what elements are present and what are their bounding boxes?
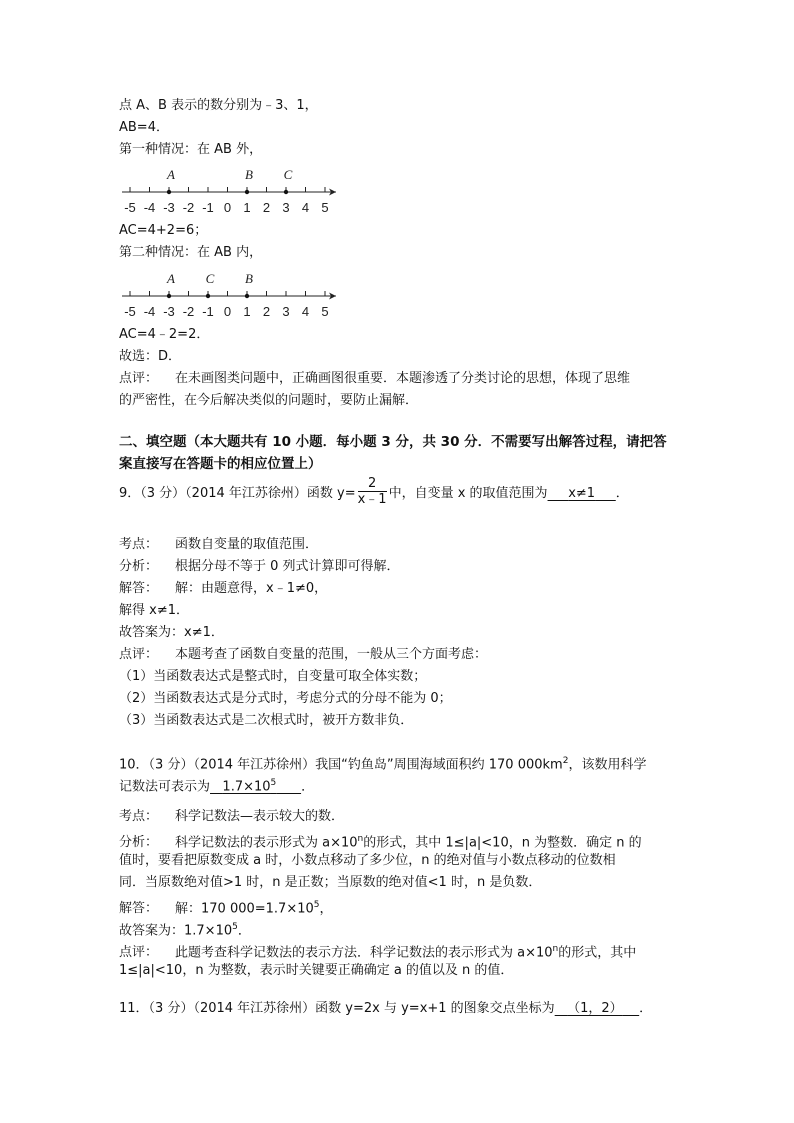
text-line: 值时，要看把原数变成 a 时，小数点移动了多少位，n 的绝对值与小数点移动的位数相 [119,853,616,868]
tick-label: 5 [321,200,329,215]
jieda-label: 解答： [119,901,159,917]
list-item: （1）当函数表达式是整式时，自变量可取全体实数； [119,669,427,684]
text-line: AC=4+2=6； [119,223,208,238]
tick-label: 5 [321,304,329,319]
dianping-label: 点评： [119,945,159,961]
question-stem: 11．（3 分）（2014 年江苏徐州）函数 y=2x 与 y=x+1 的图象交点坐标为 [119,1001,555,1016]
fenxi-label: 分析： [119,559,159,574]
point-marker [167,190,171,194]
question-stem: ． [639,1001,653,1016]
tick-label: -3 [163,304,175,319]
superscript: 5 [232,922,238,932]
answer-blank [548,479,616,509]
text-line: 的严密性，在今后解决类似的问题时，要防止漏解． [119,393,419,408]
tick-label: 0 [223,200,232,215]
kaodian-text: 科学记数法—表示较大的数． [175,809,345,824]
list-item: （2）当函数表达式是分式时，考虑分式的分母不能为 0； [119,691,452,706]
tick-label: -4 [143,200,156,215]
text-line: 同．当原数绝对值>1 时，n 是正数；当原数的绝对值<1 时，n 是负数． [119,875,542,890]
text-line: 点 A、B 表示的数分别为﹣3、1， [119,98,318,113]
fenxi-line [119,830,642,852]
superscript: 5 [313,900,320,910]
point-label: B [245,167,253,182]
guda-text: ． [237,923,251,939]
text-line: 解得 x≠1． [119,603,189,618]
question-stem: ． [615,486,629,501]
question-stem: ，该数用科学 [568,757,647,773]
question-stem: 中，自变量 x 的取值范围为 [388,486,548,501]
point-marker [245,190,249,194]
fenxi-text: 根据分母不等于 0 列式计算即可得解． [175,559,400,574]
kaodian-line [119,808,344,826]
dianping-text: 的形式，其中 [558,945,637,961]
point-marker [206,294,210,298]
point-label: A [167,167,175,182]
point-label: A [167,271,175,286]
jieda-text: ， [319,901,333,917]
jieda-text: 解：170 000=1.7×10 [175,901,314,917]
superscript: 5 [270,778,277,788]
tick-label: 0 [223,304,232,319]
tick-label: 4 [301,200,310,215]
guda-text: 故答案为：1.7×10 [119,923,233,939]
tick-label: -5 [124,200,136,215]
tick-label: 1 [243,200,251,215]
fraction [358,476,387,507]
text-line [119,918,251,940]
superscript: n [357,834,364,844]
tick-label: -1 [202,200,214,215]
question-10 [119,752,646,774]
tick-label: -5 [124,304,136,319]
list-item: （3）当函数表达式是二次根式时，被开方数非负． [119,713,414,728]
tick-label: -3 [163,200,175,215]
jieda-label: 解答： [119,581,159,596]
text-line: 第二种情况：在 AB 内， [119,245,263,260]
tick-label: -2 [182,304,195,319]
question-stem: 9．（3 分）（2014 年江苏徐州）函数 y= [119,486,356,501]
comment-text: 在未画图类问题中，正确画图很重要．本题渗透了分类讨论的思想，体现了思维 [175,371,631,386]
question-10-cont [119,774,314,796]
kaodian-label: 考点： [119,537,159,552]
point-marker [284,190,288,194]
text-line: AC=4﹣2=2． [119,327,210,342]
tick-label: -2 [182,200,195,215]
dianping-line [119,940,636,962]
text-line: 第一种情况：在 AB 外， [119,142,263,157]
answer-blank [210,774,301,796]
tick-label: 3 [282,200,290,215]
comment-line [119,370,630,388]
tick-label: 3 [282,304,290,319]
jieda-line [119,896,333,918]
text-line: 1≤|a|<10，n 为整数，表示时关键要正确确定 a 的值以及 n 的值． [119,963,514,978]
tick-label: 2 [262,200,271,215]
kaodian-line [119,536,318,554]
number-line-2 [118,268,348,324]
point-label: C [205,271,215,286]
point-marker [245,294,249,298]
point-marker [167,294,171,298]
comment-label: 点评： [119,371,159,386]
tick-label: 1 [243,304,251,319]
question-stem: 记数法可表示为 [119,779,211,795]
jieda-line [119,580,327,598]
superscript: n [552,944,559,954]
fenxi-label: 分析： [119,835,159,851]
superscript: 2 [562,756,569,766]
tick-label: -1 [202,304,214,319]
question-stem: 10．（3 分）（2014 年江苏徐州）我国“钓鱼岛”周围海域面积约 170 000km [119,757,563,773]
fenxi-line [119,558,400,576]
fenxi-text: 的形式，其中 1≤|a|<10，n 为整数．确定 n 的 [363,835,642,851]
text-line: 故答案为：x≠1． [119,625,224,640]
answer-blank [555,1000,639,1018]
answer-text: 1.7×10 [222,779,271,795]
section-heading: 二、填空题（本大题共有 10 小题．每小题 3 分，共 30 分．不需要写出解答过程，请把答 [119,434,667,450]
dianping-label: 点评： [119,647,159,662]
text-line: AB=4． [119,120,169,135]
fenxi-text: 科学记数法的表示形式为 a×10 [175,835,358,851]
dianping-text: 此题考查科学记数法的表示方法．科学记数法的表示形式为 a×10 [175,945,553,961]
tick-label: 2 [262,304,271,319]
dianping-line [119,646,487,664]
question-11 [119,1000,652,1018]
number-line-1 [118,164,348,220]
tick-label: -4 [143,304,156,319]
answer-text: x≠1 [568,486,596,501]
jieda-text: 解：由题意得，x﹣1≠0， [175,581,328,596]
fraction-numerator: 2 [358,476,387,492]
fraction-denominator: x﹣1 [357,492,387,507]
tick-label: 4 [301,304,310,319]
question-9 [119,478,629,509]
section-heading: 案直接写在答题卡的相应位置上） [119,456,322,472]
kaodian-text: 函数自变量的取值范围． [175,537,319,552]
kaodian-label: 考点： [119,809,159,824]
question-stem: ． [301,779,315,795]
point-label: C [283,167,293,182]
text-line: 故选：D． [119,349,182,364]
dianping-text: 本题考查了函数自变量的范围，一般从三个方面考虑： [175,647,488,662]
point-label: B [245,271,253,286]
answer-text: （1，2） [567,1001,623,1016]
